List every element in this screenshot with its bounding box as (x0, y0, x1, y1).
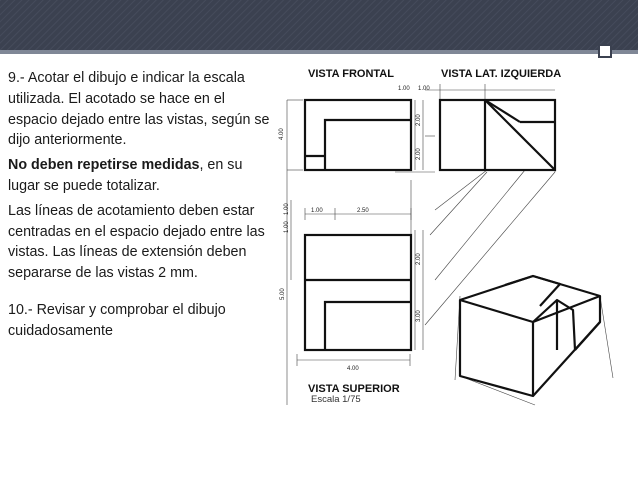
dim-side-mid-2: 2.00 (416, 148, 422, 160)
instruction-no-repeat-rest: , en su lugar se puede totalizar. (8, 157, 243, 194)
header-underline (0, 50, 638, 54)
dim-top-left: 5.00 (280, 288, 286, 300)
front-view (305, 100, 411, 170)
instruction-no-repeat (8, 155, 274, 197)
label-front-view: VISTA FRONTAL (308, 68, 394, 80)
header-stripe-pattern (0, 0, 638, 50)
orthographic-views (275, 60, 633, 410)
dim-side-low-2: 3.00 (416, 310, 422, 322)
isometric-view (460, 276, 600, 396)
dim-between-mid: 2.50 (357, 208, 369, 214)
label-top-view: VISTA SUPERIOR (308, 383, 400, 395)
instruction-no-repeat-bold: No deben repetirse medidas (8, 157, 200, 174)
dim-side-mid-1: 2.00 (416, 114, 422, 126)
header-accent-square (598, 44, 612, 58)
instruction-10: 10.- Revisar y comprobar el dibujo cuidadosamente (8, 301, 226, 339)
slide-header-bar (0, 0, 638, 50)
dim-side-low-1: 2.00 (416, 253, 422, 265)
scale-label: Escala 1/75 (311, 394, 361, 405)
dim-between-v2: 1.00 (284, 221, 290, 233)
dim-between-left: 1.00 (311, 208, 323, 214)
dim-side-top-2: 1.00 (418, 86, 430, 92)
dim-side-top-1: 1.00 (398, 86, 410, 92)
instructions-text (8, 68, 274, 346)
label-side-view: VISTA LAT. IZQUIERDA (441, 68, 562, 80)
dim-between-v1: 1.00 (284, 203, 290, 215)
dimension-lines (287, 84, 613, 405)
technical-drawing (275, 60, 633, 410)
instruction-9: 9.- Acotar el dibujo e indicar la escala utilizada. El acotado se hace en el espacio dejado entre las vistas, según se dijo anteriormente. (8, 70, 270, 149)
dim-front-left: 4.00 (279, 128, 285, 140)
side-view (440, 100, 555, 170)
instruction-dimension-lines: Las líneas de acotamiento deben estar centradas en el espacio dejado entre las vistas. Las líneas de extensión deben separarse de las vistas 2 mm. (8, 202, 265, 282)
dim-top-bottom: 4.00 (347, 366, 359, 372)
top-view (305, 235, 411, 350)
